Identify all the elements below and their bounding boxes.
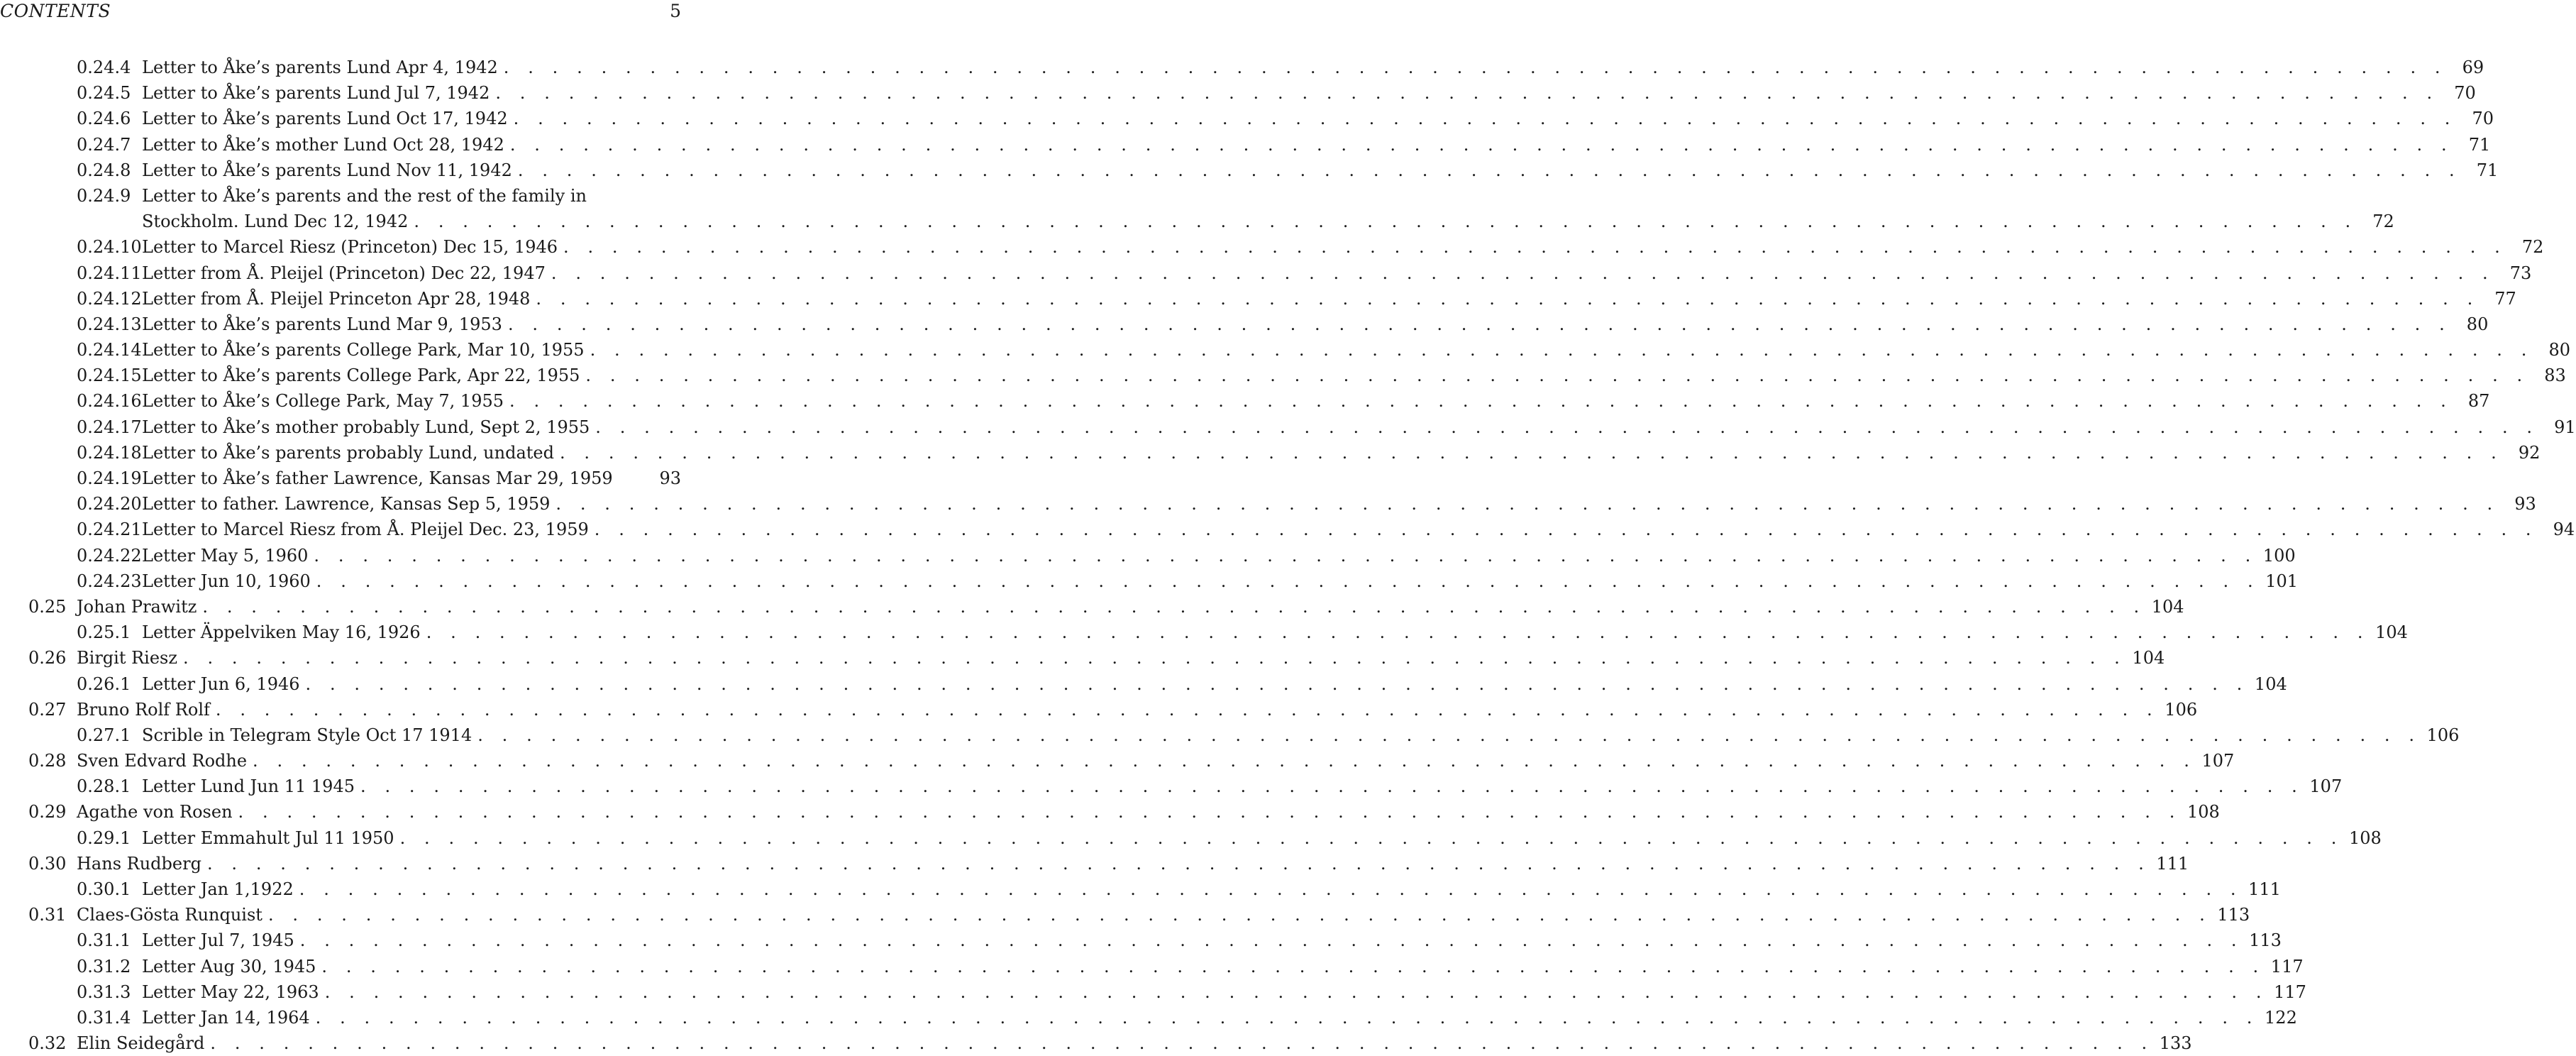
toc-entry-number: 0.32 xyxy=(28,1033,67,1054)
toc-entry-title: Letter Jun 6, 1946 xyxy=(142,673,300,694)
toc-entry-line xyxy=(142,260,2532,286)
toc-entry-page: 93 xyxy=(659,468,681,488)
toc-entry-title: Agathe von Rosen xyxy=(77,802,233,823)
toc-entry[interactable] xyxy=(0,671,2287,697)
toc-entry-number: 0.28 xyxy=(28,751,67,771)
page-header xyxy=(0,0,681,26)
toc-entry-number: 0.24.22 xyxy=(77,545,142,566)
toc-entry-page: 72 xyxy=(2521,237,2544,258)
toc-entry[interactable] xyxy=(0,80,2476,106)
toc-entry-page: 104 xyxy=(2254,673,2287,694)
toc-entry[interactable] xyxy=(0,106,2494,131)
toc-entry-title: Bruno Rolf Rolf xyxy=(77,699,210,720)
toc-entry-title: Letter from Å. Pleijel Princeton Apr 28, 1948 xyxy=(142,288,531,309)
dot-leader: . . . . . . . . . . . . . . . . . . . . . . . . . . . . . . . . . . . . . . . . . . . . . . . . . . . . . . . . . . . . . . . . . . . . . . . . . . . . . . . . xyxy=(238,802,2182,823)
toc-entry-title: Letter to Marcel Riesz from Å. Pleijel Dec. 23, 1959 xyxy=(142,519,589,540)
dot-leader: . . . . . . . . . . . . . . . . . . . . . . . . . . . . . . . . . . . . . . . . . . . . . . . . . . . . . . . . . . . . . . . . . . . . . . . . . . . . . . . . xyxy=(314,545,2257,566)
toc-entry[interactable] xyxy=(0,568,2298,594)
toc-entry-title: Letter to Åke’s parents Lund Nov 11, 1942 xyxy=(142,160,512,180)
dot-leader: . . . . . . . . . . . . . . . . . . . . . . . . . . . . . . . . . . . . . . . . . . . . . . . . . . . . . . . . . . . . . . . . . . . . . . . . . . . . . . . . xyxy=(210,1033,2154,1054)
page-number: 5 xyxy=(670,1,681,21)
toc-entry-title: Letter to Åke’s College Park, May 7, 1955 xyxy=(142,391,504,412)
dot-leader: . . . . . . . . . . . . . . . . . . . . . . . . . . . . . . . . . . . . . . . . . . . . . . . . . . . . . . . . . . . . . . . . . . . . . . . . . . . . . . . . xyxy=(202,596,2146,617)
toc-entry[interactable] xyxy=(0,851,2189,876)
dot-leader: . . . . . . . . . . . . . . . . . . . . . . . . . . . . . . . . . . . . . . . . . . . . . . . . . . . . . . . . . . . . . . . . . . . . . . . . . . . . . . . . xyxy=(321,956,2265,977)
toc-entry-page: 92 xyxy=(2518,442,2541,463)
toc-entry[interactable] xyxy=(0,645,2165,671)
toc-entry-number: 0.24.8 xyxy=(77,160,131,180)
toc-entry-title: Elin Seidegård xyxy=(77,1033,205,1054)
toc-entry[interactable] xyxy=(0,209,2394,234)
toc-entry-title: Scrible in Telegram Style Oct 17 1914 xyxy=(142,725,472,745)
toc-entry[interactable] xyxy=(0,774,2343,799)
table-of-contents xyxy=(0,55,2576,1056)
toc-entry-line xyxy=(142,568,2298,594)
toc-entry-line xyxy=(142,388,2490,414)
toc-entry-line xyxy=(142,414,2576,440)
toc-entry[interactable] xyxy=(0,928,2282,953)
toc-entry-line xyxy=(142,106,2494,131)
toc-entry[interactable] xyxy=(0,132,2491,158)
toc-entry-title: Hans Rudberg xyxy=(77,853,201,874)
toc-entry-line xyxy=(142,979,2306,1005)
toc-entry[interactable] xyxy=(0,517,2575,542)
toc-entry-page: 106 xyxy=(2426,725,2460,745)
toc-entry[interactable] xyxy=(0,697,2198,722)
dot-leader: . . . . . . . . . . . . . . . . . . . . . . . . . . . . . . . . . . . . . . . . . . . . . . . . . . . . . . . . . . . . . . . . . . . . . . . . . . . . . . . . xyxy=(495,83,2439,104)
toc-entry-page: 104 xyxy=(2132,648,2165,669)
dot-leader: . . . . . . . . . . . . . . . . . . . . . . . . . . . . . . . . . . . . . . . . . . . . . . . . . . . . . . . . . . . . . . . . . . . . . . . . . . . . . . . . xyxy=(503,57,2448,77)
dot-leader: . . . . . . . . . . . . . . . . . . . . . . . . . . . . . . . . . . . . . . . . . . . . . . . . . . . . . . . . . . . . . . . . . . . . . . . . . . . . . . . . xyxy=(595,417,2539,437)
toc-entry[interactable] xyxy=(0,902,2250,928)
toc-entry-title: Letter Jul 7, 1945 xyxy=(142,930,294,951)
toc-entry-title: Stockholm. Lund Dec 12, 1942 xyxy=(142,211,409,232)
toc-entry-line xyxy=(77,902,2250,928)
toc-entry[interactable] xyxy=(0,260,2532,286)
toc-entry-page: 71 xyxy=(2468,134,2491,155)
toc-entry-page: 108 xyxy=(2187,802,2220,823)
toc-entry[interactable] xyxy=(0,594,2184,620)
toc-entry[interactable] xyxy=(0,1005,2297,1030)
toc-entry-number: 0.31.2 xyxy=(77,956,131,977)
toc-entry[interactable] xyxy=(0,414,2576,440)
toc-entry-title: Letter to Marcel Riesz (Princeton) Dec 15, 1946 xyxy=(142,237,558,258)
toc-entry-title: Letter from Å. Pleijel (Princeton) Dec 22, 1947 xyxy=(142,263,546,283)
toc-entry[interactable] xyxy=(0,748,2235,774)
dot-leader: . . . . . . . . . . . . . . . . . . . . . . . . . . . . . . . . . . . . . . . . . . . . . . . . . . . . . . . . . . . . . . . . . . . . . . . . . . . . . . . . xyxy=(299,879,2243,899)
toc-entry-line xyxy=(142,337,2570,363)
toc-entry-title: Letter to Åke’s parents and the rest of the family in xyxy=(142,185,587,206)
toc-entry-title: Johan Prawitz xyxy=(77,596,197,617)
toc-entry-title: Letter to Åke’s parents Lund Apr 4, 1942 xyxy=(142,57,498,77)
toc-entry-page: 122 xyxy=(2265,1007,2297,1028)
toc-entry-page: 107 xyxy=(2201,751,2235,771)
toc-entry-line xyxy=(142,158,2499,183)
dot-leader: . . . . . . . . . . . . . . . . . . . . . . . . . . . . . . . . . . . . . . . . . . . . . . . . . . . . . . . . . . . . . . . . . . . . . . . . . . . . . . . . xyxy=(536,288,2480,309)
toc-entry[interactable] xyxy=(0,543,2296,568)
toc-entry-number: 0.24.21 xyxy=(77,519,142,540)
dot-leader: . . . . . . . . . . . . . . . . . . . . . . . . . . . . . . . . . . . . . . . . . . . . . . . . . . . . . . . . . . . . . . . . . . . . . . . . . . . . . . . . xyxy=(477,725,2421,745)
toc-entry[interactable] xyxy=(0,440,2541,466)
toc-entry-title: Claes-Gösta Runquist xyxy=(77,905,262,925)
toc-entry-page: 80 xyxy=(2466,314,2489,334)
toc-entry-page: 70 xyxy=(2454,83,2476,104)
toc-entry-number: 0.27 xyxy=(28,699,67,720)
dot-leader: . . . . . . . . . . . . . . . . . . . . . . . . . . . . . . . . . . . . . . . . . . . . . . . . . . . . . . . . . . . . . . . . . . . . . . . . . . . . . . . . xyxy=(324,981,2269,1002)
toc-entry[interactable] xyxy=(0,466,681,491)
toc-entry-number: 0.24.10 xyxy=(77,237,142,258)
toc-entry-number: 0.31.4 xyxy=(77,1007,131,1028)
toc-entry-page: 133 xyxy=(2159,1033,2192,1054)
toc-entry-line xyxy=(142,363,2566,388)
toc-entry-title: Letter to Åke’s parents Lund Mar 9, 1953 xyxy=(142,314,502,334)
toc-entry-title: Letter May 5, 1960 xyxy=(142,545,309,566)
toc-entry-number: 0.24.11 xyxy=(77,263,142,283)
toc-entry-number: 0.24.19 xyxy=(77,468,142,488)
toc-entry-title: Letter Jun 10, 1960 xyxy=(142,571,311,591)
toc-entry-line xyxy=(142,286,2516,312)
dot-leader: . . . . . . . . . . . . . . . . . . . . . . . . . . . . . . . . . . . . . . . . . . . . . . . . . . . . . . . . . . . . . . . . . . . . . . . . . . . . . . . . xyxy=(360,776,2304,797)
toc-entry[interactable] xyxy=(0,183,681,209)
toc-entry-line xyxy=(142,722,2460,748)
toc-entry-page: 104 xyxy=(2375,622,2408,643)
toc-entry-number: 0.30 xyxy=(28,853,67,874)
running-head: CONTENTS xyxy=(0,1,111,21)
toc-entry-number: 0.24.14 xyxy=(77,340,142,361)
dot-leader: . . . . . . . . . . . . . . . . . . . . . . . . . . . . . . . . . . . . . . . . . . . . . . . . . . . . . . . . . . . . . . . . . . . . . . . . . . . . . . . . xyxy=(594,519,2538,540)
toc-entry-number: 0.28.1 xyxy=(77,776,131,797)
toc-entry[interactable] xyxy=(0,722,2460,748)
toc-entry-title: Letter to Åke’s parents College Park, Apr 22, 1955 xyxy=(142,365,580,386)
toc-entry-line xyxy=(77,594,2184,620)
toc-entry-line xyxy=(142,620,2408,645)
dot-leader: . . . . . . . . . . . . . . . . . . . . . . . . . . . . . . . . . . . . . . . . . . . . . . . . . . . . . . . . . . . . . . . . . . . . . . . . . . . . . . . . xyxy=(414,211,2357,232)
dot-leader: . . . . . . . . . . . . . . . . . . . . . . . . . . . . . . . . . . . . . . . . . . . . . . . . . . . . . . . . . . . . . . . . . . . . . . . . . . . . . . . . xyxy=(555,494,2499,515)
dot-leader: . . . . . . . . . . . . . . . . . . . . . . . . . . . . . . . . . . . . . . . . . . . . . . . . . . . . . . . . . . . . . . . . . . . . . . . . . . . . . . . . xyxy=(215,699,2160,720)
toc-entry-number: 0.24.12 xyxy=(77,288,142,309)
toc-entry-number: 0.24.5 xyxy=(77,83,131,104)
toc-entry[interactable] xyxy=(0,825,2382,851)
toc-entry[interactable] xyxy=(0,1030,2192,1056)
toc-entry-number: 0.29.1 xyxy=(77,827,131,848)
dot-leader: . . . . . . . . . . . . . . . . . . . . . . . . . . . . . . . . . . . . . . . . . . . . . . . . . . . . . . . . . . . . . . . . . . . . . . . . . . . . . . . . xyxy=(507,314,2452,334)
toc-entry-number: 0.24.15 xyxy=(77,365,142,386)
toc-entry-title: Letter Jan 14, 1964 xyxy=(142,1007,310,1028)
toc-entry[interactable] xyxy=(0,363,2566,388)
toc-entry[interactable] xyxy=(0,388,2490,414)
toc-entry-line xyxy=(77,748,2235,774)
toc-entry-number: 0.25 xyxy=(28,596,67,617)
dot-leader: . . . . . . . . . . . . . . . . . . . . . . . . . . . . . . . . . . . . . . . . . . . . . . . . . . . . . . . . . . . . . . . . . . . . . . . . . . . . . . . . xyxy=(517,160,2462,180)
toc-entry-title: Letter to Åke’s parents College Park, Mar 10, 1955 xyxy=(142,340,585,361)
toc-entry-page: 93 xyxy=(2514,494,2536,515)
toc-entry-title: Letter to Åke’s parents probably Lund, undated xyxy=(142,442,554,463)
toc-entry-number: 0.24.23 xyxy=(77,571,142,591)
toc-entry-page: 108 xyxy=(2348,827,2382,848)
dot-leader: . . . . . . . . . . . . . . . . . . . . . . . . . . . . . . . . . . . . . . . . . . . . . . . . . . . . . . . . . . . . . . . . . . . . . . . . . . . . . . . . xyxy=(183,648,2127,669)
toc-entry-line xyxy=(142,80,2476,106)
toc-entry-number: 0.31.1 xyxy=(77,930,131,951)
toc-entry-page: 80 xyxy=(2548,340,2570,361)
dot-leader: . . . . . . . . . . . . . . . . . . . . . . . . . . . . . . . . . . . . . . . . . . . . . . . . . . . . . . . . . . . . . . . . . . . . . . . . . . . . . . . . xyxy=(315,1007,2260,1028)
toc-entry-page: 73 xyxy=(2509,263,2532,283)
toc-entry-title: Letter Emmahult Jul 11 1950 xyxy=(142,827,394,848)
toc-entry[interactable] xyxy=(0,954,2304,979)
toc-entry-number: 0.24.17 xyxy=(77,417,142,437)
toc-entry[interactable] xyxy=(0,620,2408,645)
toc-entry-number: 0.27.1 xyxy=(77,725,131,745)
dot-leader: . . . . . . . . . . . . . . . . . . . . . . . . . . . . . . . . . . . . . . . . . . . . . . . . . . . . . . . . . . . . . . . . . . . . . . . . . . . . . . . . xyxy=(590,340,2533,361)
toc-entry-number: 0.24.9 xyxy=(77,185,131,206)
toc-entry-line xyxy=(142,183,631,209)
toc-entry-line xyxy=(142,1005,2297,1030)
dot-leader: . . . . . . . . . . . . . . . . . . . . . . . . . . . . . . . . . . . . . . . . . . . . . . . . . . . . . . . . . . . . . . . . . . . . . . . . . . . . . . . . xyxy=(585,365,2529,386)
toc-entry-page: 113 xyxy=(2249,930,2282,951)
dot-leader: . . . . . . . . . . . . . . . . . . . . . . . . . . . . . . . . . . . . . . . . . . . . . . . . . . . . . . . . . . . . . . . . . . . . . . . . . . . . . . . . xyxy=(509,134,2454,155)
toc-entry[interactable] xyxy=(0,158,2499,183)
toc-entry-number: 0.29 xyxy=(28,802,67,823)
dot-leader: . . . . . . . . . . . . . . . . . . . . . . . . . . . . . . . . . . . . . . . . . . . . . . . . . . . . . . . . . . . . . . . . . . . . . . . . . . . . . . . . xyxy=(426,622,2370,643)
dot-leader: . . . . . . . . . . . . . . . . . . . . . . . . . . . . . . . . . . . . . . . . . . . . . . . . . . . . . . . . . . . . . . . . . . . . . . . . . . . . . . . . xyxy=(559,442,2504,463)
toc-entry-title: Letter Äppelviken May 16, 1926 xyxy=(142,622,421,643)
toc-entry-title: Letter Jan 1,1922 xyxy=(142,879,294,899)
toc-entry-page: 111 xyxy=(2156,853,2189,874)
dot-leader: . . . . . . . . . . . . . . . . . . . . . . . . . . . . . . . . . . . . . . . . . . . . . . . . . . . . . . . . . . . . . . . . . . . . . . . . . . . . . . . . xyxy=(551,263,2495,283)
toc-entry-title: Letter May 22, 1963 xyxy=(142,981,319,1002)
toc-entry-page: 77 xyxy=(2494,288,2516,309)
toc-entry-line xyxy=(142,132,2491,158)
toc-entry-number: 0.26 xyxy=(28,648,67,669)
dot-leader: . . . . . . . . . . . . . . . . . . . . . . . . . . . . . . . . . . . . . . . . . . . . . . . . . . . . . . . . . . . . . . . . . . . . . . . . . . . . . . . . xyxy=(267,905,2212,925)
toc-entry-page: 94 xyxy=(2553,519,2575,540)
toc-entry-line xyxy=(77,799,2220,825)
toc-entry-line xyxy=(77,645,2165,671)
dot-leader: . . . . . . . . . . . . . . . . . . . . . . . . . . . . . . . . . . . . . . . . . . . . . . . . . . . . . . . . . . . . . . . . . . . . . . . . . . . . . . . . xyxy=(253,751,2196,771)
toc-entry[interactable] xyxy=(0,799,2220,825)
toc-entry-line xyxy=(142,234,2544,260)
toc-entry-page: 106 xyxy=(2165,699,2198,720)
toc-entry-line xyxy=(142,466,681,491)
toc-entry-title: Letter to Åke’s mother probably Lund, Sept 2, 1955 xyxy=(142,417,590,437)
toc-entry-line xyxy=(142,517,2575,542)
toc-entry-page: 104 xyxy=(2151,596,2184,617)
toc-entry[interactable] xyxy=(0,286,2516,312)
toc-entry-title: Letter to Åke’s mother Lund Oct 28, 1942 xyxy=(142,134,504,155)
toc-entry-line xyxy=(142,440,2541,466)
toc-entry-page: 83 xyxy=(2544,365,2566,386)
toc-entry-number: 0.26.1 xyxy=(77,673,131,694)
toc-entry[interactable] xyxy=(0,337,2570,363)
toc-entry-number: 0.24.6 xyxy=(77,109,131,129)
toc-entry-line xyxy=(142,491,2536,517)
dot-leader: . . . . . . . . . . . . . . . . . . . . . . . . . . . . . . . . . . . . . . . . . . . . . . . . . . . . . . . . . . . . . . . . . . . . . . . . . . . . . . . . xyxy=(563,237,2507,258)
toc-entry-title: Letter to Åke’s parents Lund Oct 17, 1942 xyxy=(142,109,508,129)
toc-entry-number: 0.24.4 xyxy=(77,57,131,77)
toc-entry[interactable] xyxy=(0,312,2489,337)
toc-entry-title: Letter to Åke’s father Lawrence, Kansas Mar 29, 1959 xyxy=(142,468,613,488)
toc-entry-page: 70 xyxy=(2472,109,2494,129)
toc-entry-page: 117 xyxy=(2274,981,2306,1002)
toc-entry-title: Letter to father. Lawrence, Kansas Sep 5, 1959 xyxy=(142,494,551,515)
toc-entry-line xyxy=(142,543,2296,568)
toc-entry-number: 0.24.7 xyxy=(77,134,131,155)
toc-entry-line xyxy=(142,312,2489,337)
toc-entry-title: Birgit Riesz xyxy=(77,648,178,669)
toc-entry-page: 113 xyxy=(2217,905,2250,925)
toc-entry-number: 0.31.3 xyxy=(77,981,131,1002)
toc-entry-line xyxy=(77,697,2198,722)
toc-entry-line xyxy=(142,774,2343,799)
dot-leader: . . . . . . . . . . . . . . . . . . . . . . . . . . . . . . . . . . . . . . . . . . . . . . . . . . . . . . . . . . . . . . . . . . . . . . . . . . . . . . . . xyxy=(509,391,2453,412)
toc-entry[interactable] xyxy=(0,55,2484,80)
toc-entry-line xyxy=(142,55,2484,80)
toc-entry-page: 69 xyxy=(2462,57,2484,77)
toc-entry-number: 0.24.16 xyxy=(77,391,142,412)
toc-entry[interactable] xyxy=(0,979,2306,1005)
toc-entry-line xyxy=(142,928,2282,953)
toc-entry-page: 117 xyxy=(2270,956,2304,977)
toc-entry[interactable] xyxy=(0,491,2536,517)
dot-leader: . . . . . . . . . . . . . . . . . . . . . . . . . . . . . . . . . . . . . . . . . . . . . . . . . . . . . . . . . . . . . . . . . . . . . . . . . . . . . . . . xyxy=(513,109,2458,129)
toc-entry-page: 107 xyxy=(2309,776,2343,797)
toc-entry-number: 0.25.1 xyxy=(77,622,131,643)
dot-leader: . . . . . . . . . . . . . . . . . . . . . . . . . . . . . . . . . . . . . . . . . . . . . . . . . . . . . . . . . . . . . . . . . . . . . . . . . . . . . . . . xyxy=(305,673,2249,694)
dot-leader: . . . . . . . . . . . . . . . . . . . . . . . . . . . . . . . . . . . . . . . . . . . . . . . . . . . . . . . . . . . . . . . . . . . . . . . . . . . . . . . . xyxy=(316,571,2260,591)
toc-entry-number: 0.24.13 xyxy=(77,314,142,334)
toc-entry-number: 0.31 xyxy=(28,905,67,925)
toc-entry[interactable] xyxy=(0,876,2281,902)
toc-entry-line xyxy=(142,671,2287,697)
toc-entry-page: 101 xyxy=(2265,571,2298,591)
toc-entry-title: Letter Aug 30, 1945 xyxy=(142,956,316,977)
toc-entry-page: 87 xyxy=(2467,391,2490,412)
toc-entry-line xyxy=(142,876,2281,902)
toc-entry-line xyxy=(77,1030,2192,1056)
toc-entry-page: 100 xyxy=(2262,545,2296,566)
toc-entry-number: 0.24.20 xyxy=(77,494,142,515)
dot-leader: . . . . . . . . . . . . . . . . . . . . . . . . . . . . . . . . . . . . . . . . . . . . . . . . . . . . . . . . . . . . . . . . . . . . . . . . . . . . . . . . xyxy=(399,827,2343,848)
toc-entry-page: 72 xyxy=(2372,211,2394,232)
dot-leader: . . . . . . . . . . . . . . . . . . . . . . . . . . . . . . . . . . . . . . . . . . . . . . . . . . . . . . . . . . . . . . . . . . . . . . . . . . . . . . . . xyxy=(206,853,2151,874)
toc-entry-number: 0.24.18 xyxy=(77,442,142,463)
toc-entry[interactable] xyxy=(0,234,2544,260)
toc-entry-line xyxy=(142,954,2304,979)
toc-entry-title: Letter Lund Jun 11 1945 xyxy=(142,776,355,797)
toc-entry-page: 111 xyxy=(2248,879,2281,899)
toc-entry-line xyxy=(142,209,2394,234)
toc-entry-line xyxy=(77,851,2189,876)
toc-entry-number: 0.30.1 xyxy=(77,879,131,899)
toc-entry-page: 91 xyxy=(2554,417,2576,437)
toc-entry-title: Sven Edvard Rodhe xyxy=(77,751,248,771)
toc-entry-title: Letter to Åke’s parents Lund Jul 7, 1942 xyxy=(142,83,490,104)
toc-entry-line xyxy=(142,825,2382,851)
dot-leader: . . . . . . . . . . . . . . . . . . . . . . . . . . . . . . . . . . . . . . . . . . . . . . . . . . . . . . . . . . . . . . . . . . . . . . . . . . . . . . . . xyxy=(299,930,2244,951)
toc-entry-page: 71 xyxy=(2476,160,2499,180)
